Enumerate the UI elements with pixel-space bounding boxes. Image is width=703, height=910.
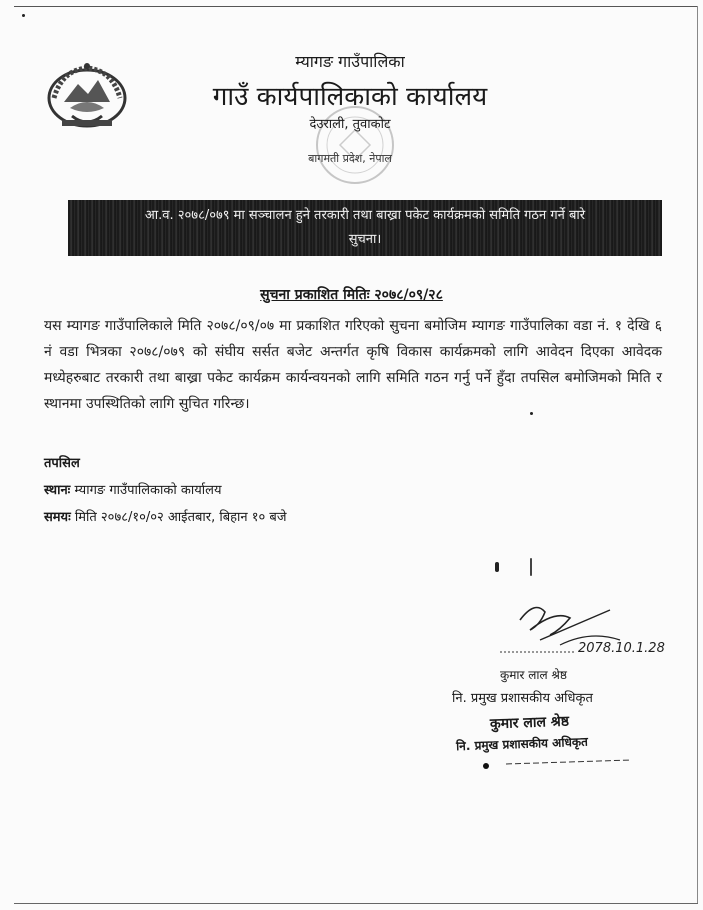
time-value: मिति २०७८/१०/०२ आईतबार, बिहान १० बजे [74, 510, 287, 525]
office-title: गाउँ कार्यपालिकाको कार्यालय [212, 82, 488, 112]
signature-icon [500, 590, 680, 660]
details-title: तपसिल [44, 456, 80, 471]
time-label: समयः [44, 510, 71, 525]
stamp-title: नि. प्रमुख प्रशासकीय अधिकृत [455, 734, 589, 754]
stamp-name: कुमार लाल श्रेष्ठ [489, 713, 570, 733]
signatory-title: नि. प्रमुख प्रशासकीय अधिकृत [452, 691, 593, 706]
details-time [44, 507, 286, 525]
right-border [697, 6, 698, 904]
details-place [44, 480, 222, 498]
top-border [14, 6, 698, 7]
speck [530, 558, 532, 576]
publish-date: सुचना प्रकाशित मितिः २०७८/०९/२८ [260, 287, 443, 303]
place-label: स्थानः [44, 483, 71, 498]
handwritten-date: 2078.10.1.28 [578, 641, 665, 656]
notice-body: यस म्यागङ गाउँपालिकाले मिति २०७८/०९/०७ मा प्रकाशित गरिएको सुचना बमोजिम म्यागङ गाउँपालिका वडा नं. १ देखि ६ नं वडा भित्रका २०७८/०७९ को संघीय सर्सत बजेट अन्तर्गत कृषि विकास कार्यक्रमको लागि आवेदन दिएका आवेदक मध्येहरुबाट तरकारी तथा बाख्रा पकेट कार्यक्रम कार्यन्वयनको लागि समिति गठन गर्नु पर्ने हुँदा तपसिल बमोजिमको मिति र स्थानमा उपस्थितिको लागि सुचित गरिन्छ। [44, 318, 662, 412]
place-value: म्यागङ गाउँपालिकाको कार्यालय [74, 483, 222, 498]
bottom-border [14, 903, 698, 904]
banner-line-2: सुचना। [348, 232, 382, 247]
notice-banner [68, 200, 662, 256]
office-address: देउराली, तुवाकोट [309, 117, 391, 132]
corner-mark [22, 14, 25, 17]
speck [495, 562, 499, 572]
speck [530, 412, 533, 415]
municipality-name: म्यागङ गाउँपालिका [295, 52, 405, 71]
banner-line-1: आ.व. २०७८/०७९ मा सञ्चालन हुने तरकारी तथा बाख्रा पकेट कार्यक्रमको समिति गठन गर्ने बारे [144, 208, 586, 223]
signatory-name: कुमार लाल श्रेष्ठ [500, 668, 567, 682]
stamp-underline [456, 752, 636, 772]
province-name: बागमती प्रदेश, नेपाल [308, 152, 392, 165]
